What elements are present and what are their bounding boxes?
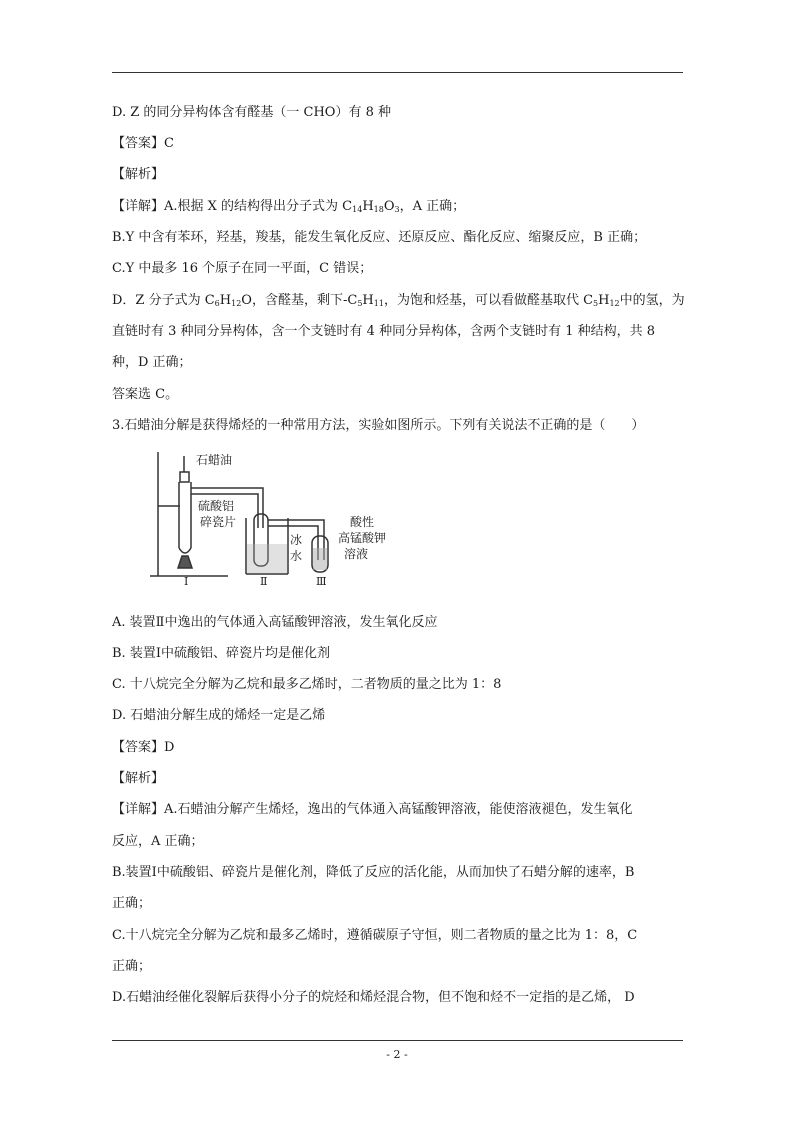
roman-label-1: Ⅰ: [184, 575, 189, 586]
label-ice-1: 冰: [290, 533, 303, 547]
detail-a-text: 【详解】A.根据 X 的结构得出分子式为 C: [112, 199, 353, 214]
subscript: 3: [394, 205, 400, 214]
subscript: 18: [373, 205, 384, 214]
element: H: [598, 293, 610, 308]
answer-choice: 答案选 C。: [112, 387, 179, 402]
analysis-label: 【解析】: [112, 167, 165, 182]
footer-rule: [112, 1040, 683, 1041]
detail-line-3: B.装置Ⅰ中硫酸铝、碎瓷片是催化剂，降低了反应的活化能，从而加快了石蜡分解的速率，B: [112, 865, 635, 880]
detail-d-line: [112, 292, 685, 310]
burner: [178, 556, 192, 568]
element: H: [362, 293, 374, 308]
detail-line-6: 正确；: [112, 959, 152, 974]
subscript: 11: [373, 299, 384, 308]
option-b: B. 装置Ⅰ中硫酸铝、碎瓷片均是催化剂: [112, 646, 330, 661]
subscript: 14: [352, 205, 363, 214]
option-c: C. 十八烷完全分解为乙烷和最多乙烯时，二者物质的量之比为 1：8: [112, 677, 502, 692]
detail-d-text: D．Z 分子式为 C: [112, 293, 215, 308]
subscript: 5: [593, 299, 599, 308]
detail-a-line: [112, 198, 465, 216]
roman-label-3: Ⅲ: [316, 575, 327, 586]
detail-line-4: 正确；: [112, 896, 152, 911]
element: H: [362, 199, 374, 214]
page-number: - 2 -: [386, 1048, 408, 1061]
detail-d-mid2: ，为饱和烃基，可以看做醛基取代 C: [383, 293, 594, 308]
label-ice-2: 水: [290, 549, 303, 563]
subscript: 12: [231, 299, 242, 308]
header-rule: [112, 72, 683, 73]
detail-line-5: C.十八烷完全分解为乙烷和最多乙烯时，遵循碳原子守恒，则二者物质的量之比为 1：8，C: [112, 928, 638, 943]
detail-d-line-3: 种，D 正确；: [112, 355, 192, 370]
label-acid-1: 酸性: [350, 515, 375, 529]
element: H: [219, 293, 232, 308]
answer-label: 【答案】C: [112, 136, 174, 151]
label-acid-3: 溶液: [344, 547, 369, 561]
label-catalyst-2: 碎瓷片: [200, 515, 237, 529]
option-d-previous: D. Z 的同分异构体含有醛基（一 CHO）有 8 种: [112, 105, 391, 120]
detail-line-1: 【详解】A.石蜡油分解产生烯烃，逸出的气体通入高锰酸钾溶液，能使溶液褪色，发生氧化: [112, 802, 633, 817]
funnel-bulb: [180, 472, 189, 482]
subscript: 5: [357, 299, 363, 308]
detail-d-mid: ，含醛基，剩下-C: [251, 293, 358, 308]
detail-a-tail: ，A 正确；: [399, 199, 466, 214]
answer-label-2: 【答案】D: [112, 740, 175, 755]
roman-label-2: Ⅱ: [260, 575, 268, 586]
element: O: [241, 293, 252, 308]
detail-line-2: 反应，A 正确；: [112, 834, 204, 849]
detail-d-tail: 中的氢，为: [619, 293, 685, 308]
option-d: D. 石蜡油分解生成的烯烃一定是乙烯: [112, 708, 326, 723]
detail-c-line: C.Y 中最多 16 个原子在同一平面，C 错误；: [112, 261, 373, 276]
subscript: 6: [214, 299, 220, 308]
label-acid-2: 高锰酸钾: [338, 531, 387, 545]
detail-d-line-2: 直链时有 3 种同分异构体，含一个支链时有 4 种同分异构体，含两个支链时有 1 种结构，共 8: [112, 324, 656, 339]
apparatus-figure: [148, 448, 406, 586]
detail-line-7: D.石蜡油经催化裂解后获得小分子的烷烃和烯烃混合物，但不饱和烃不一定指的是乙烯， D: [112, 990, 635, 1005]
option-a: A. 装置Ⅱ中逸出的气体通入高锰酸钾溶液，发生氧化反应: [112, 615, 438, 630]
detail-b-line: B.Y 中含有苯环，羟基，羧基，能发生氧化反应、还原反应、酯化反应、缩聚反应，B 正确；: [112, 230, 647, 245]
subscript: 12: [609, 299, 620, 308]
element: O: [383, 199, 395, 214]
label-catalyst-1: 硫酸铝: [198, 499, 235, 513]
analysis-label-2: 【解析】: [112, 771, 165, 786]
label-paraffin: 石蜡油: [196, 453, 233, 467]
question-3: 3.石蜡油分解是获得烯烃的一种常用方法，实验如图所示。下列有关说法不正确的是（ ）: [112, 418, 645, 433]
